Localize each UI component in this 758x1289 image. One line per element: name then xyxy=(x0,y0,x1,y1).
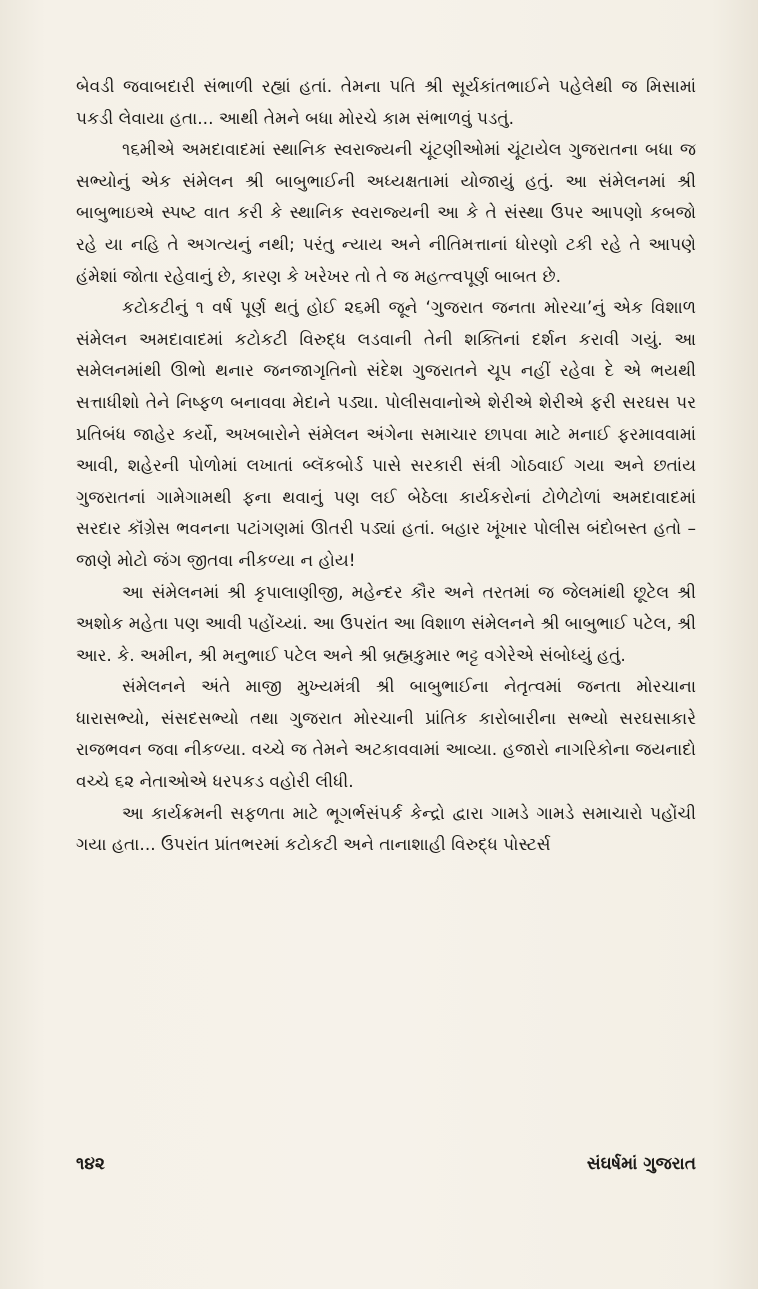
page-number: ૧૪૨ xyxy=(76,1154,105,1174)
paragraph-6: આ કાર્યક્રમની સફળતા માટે ભૂગર્ભસંપર્ક કેન્દ્રો દ્વારા ગામડે ગામડે સમાચારો પહોંચી ગયા હતા... ઉપરાંત પ્રાંતભરમાં કટોકટી અને તાનાશાહી વિરુદ્ધ પોસ્ટર્સ xyxy=(76,803,696,856)
page-footer xyxy=(76,1154,696,1184)
paragraph-1: બેવડી જવાબદારી સંભાળી રહ્યાં હતાં. તેમના પતિ શ્રી સૂર્યકાંતભાઈને પહેલેથી જ મિસામાં પકડી લેવાયા હતા... આથી તેમને બધા મોરચે કામ સંભાળવું પડતું. xyxy=(76,77,696,129)
paragraph-3: કટોકટીનું ૧ વર્ષ પૂર્ણ થતું હોઈ ૨૬મી જૂને ‘ગુજરાત જનતા મોરચા’નું એક વિશાળ સંમેલન અમદાવાદમાં કટોકટી વિરુદ્ધ લડવાની તેની શક્તિનાં દર્શન કરાવી ગયું. આ સમેલનમાંથી ઊભો થનાર જનજાગૃતિનો સંદેશ ગુજરાતને ચૂપ નહીં રહેવા દે એ ભયથી સત્તાધીશો તેને નિષ્ફળ બનાવવા મેદાને પડ્યા. પોલીસવાનોએ શેરીએ શેરીએ ફરી સરઘસ પર પ્રતિબંધ જાહેર કર્યો, અખબારોને સંમેલન અંગેના સમાચાર છાપવા માટે મનાઈ ફરમાવવામાં આવી, શહેરની પોળોમાં લખાતાં બ્લૅકબોર્ડ પાસે સરકારી સંત્રી ગોઠવાઈ ગયા અને છતાંય ગુજરાતનાં ગામેગામથી ફના થવાનું પણ લઈ બેઠેલા કાર્યકરોનાં ટોળેટોળાં અમદાવાદમાં સરદાર કૉંગ્રેસ ભવનના પટાંગણમાં ઊતરી પડ્યાં હતાં. બહાર ખૂંખાર પોલીસ બંદોબસ્ત હતો – જાણે મોટો જંગ જીતવા નીકળ્યા ન હોય! xyxy=(76,298,696,571)
paragraph-2: ૧૬મીએ અમદાવાદમાં સ્થાનિક સ્વરાજ્યની ચૂંટણીઓમાં ચૂંટાયેલ ગુજરાતના બધા જ સભ્યોનું એક સંમેલન શ્રી બાબુભાઈની અધ્યક્ષતામાં યોજાયું હતું. આ સંમેલનમાં શ્રી બાબુભાઇએ સ્પષ્ટ વાત કરી કે સ્થાનિક સ્વરાજ્યની આ કે તે સંસ્થા ઉપર આપણો કબજો રહે યા નહિ તે અગત્યનું નથી; પરંતુ ન્યાય અને નીતિમત્તાનાં ધોરણો ટકી રહે તે આપણે હંમેશાં જોતા રહેવાનું છે, કારણ કે ખરેખર તો તે જ મહત્ત્વપૂર્ણ બાબત છે. xyxy=(76,140,696,287)
paragraph-4: આ સંમેલનમાં શ્રી કૃપાલાણીજી, મહેન્દર કૌર અને તરતમાં જ જેલમાંથી છૂટેલ શ્રી અશોક મહેતા પણ આવી પહોંચ્યાં. આ ઉપરાંત આ વિશાળ સંમેલનને શ્રી બાબુભાઈ પટેલ, શ્રી આર. કે. અમીન, શ્રી મનુભાઈ પટેલ અને શ્રી બ્રહ્મકુમાર ભટ્ટ વગેરેએ સંબોધ્યું હતું. xyxy=(76,582,696,666)
body-text xyxy=(76,72,696,862)
book-title: સંઘર્ષમાં ગુજરાત xyxy=(586,1154,696,1174)
paragraph-5: સંમેલનને અંતે માજી મુખ્યમંત્રી શ્રી બાબુભાઈના નેતૃત્વમાં જનતા મોરચાના ધારાસભ્યો, સંસદસભ્યો તથા ગુજરાત મોરચાની પ્રાંતિક કારોબારીના સભ્યો સરઘસાકારે રાજભવન જવા નીકળ્યા. વચ્ચે જ તેમને અટકાવવામાં આવ્યા. હજારો નાગરિકોના જયનાદો વચ્ચે ૬૨ નેતાઓએ ધરપકડ વહોરી લીધી. xyxy=(76,677,696,793)
